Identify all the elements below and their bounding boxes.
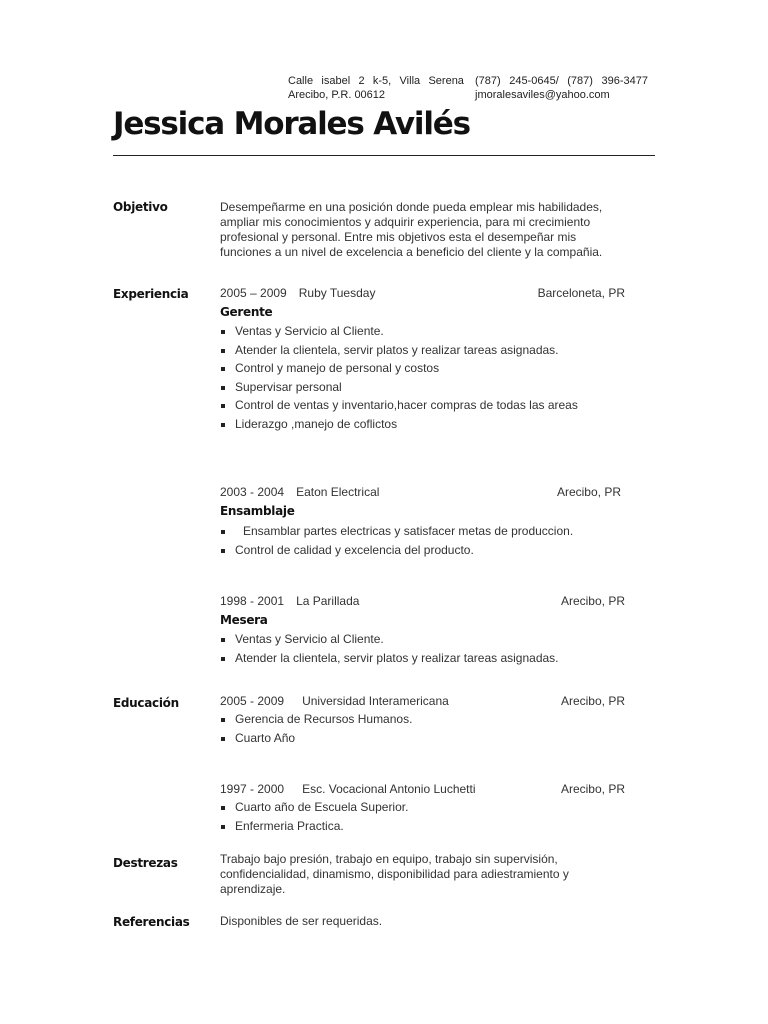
- section-label-objetivo: Objetivo: [113, 200, 168, 214]
- phone-part: 396-3477: [601, 75, 648, 87]
- address-line-2: Arecibo, P.R. 00612: [288, 89, 386, 101]
- list-item: Control y manejo de personal y costos: [220, 359, 578, 378]
- list-item: Cuarto Año: [220, 729, 412, 748]
- objetivo-line: funciones a un nivel de excelencia a beneficio del cliente y la compañia.: [220, 245, 603, 259]
- phone-part: (787): [475, 75, 501, 87]
- list-item: Atender la clientela, servir platos y realizar tareas asignadas.: [220, 649, 559, 668]
- address-word: Calle: [288, 75, 314, 87]
- list-item: Enfermeria Practica.: [220, 817, 408, 836]
- school-header: [220, 782, 625, 796]
- phone-part: 245-0645/: [509, 75, 559, 87]
- resume-name: Jessica Morales Avilés: [113, 106, 470, 142]
- job-place: Arecibo, PR: [560, 594, 625, 608]
- list-item: Control de ventas y inventario,hacer compras de todas las areas: [220, 396, 578, 415]
- objetivo-paragraph: [220, 200, 630, 260]
- section-label-educacion: Educación: [113, 696, 179, 710]
- job-header: [220, 485, 625, 499]
- list-item: Supervisar personal: [220, 378, 578, 397]
- job-header: [220, 594, 625, 608]
- list-item: Gerencia de Recursos Humanos.: [220, 710, 412, 729]
- job-years: 2005 – 2009: [220, 286, 287, 300]
- job-header: [220, 286, 625, 300]
- job-role: Gerente: [220, 305, 273, 319]
- job-place: Arecibo, PR: [556, 485, 621, 499]
- list-item: Ensamblar partes electricas y satisfacer metas de produccion.: [220, 522, 573, 541]
- destrezas-line: Trabajo bajo presión, trabajo en equipo, trabajo sin supervisión,: [220, 852, 558, 866]
- address-word: Villa: [399, 75, 421, 87]
- list-item: Control de calidad y excelencia del producto.: [220, 541, 573, 560]
- list-item: Ventas y Servicio al Cliente.: [220, 630, 559, 649]
- destrezas-line: confidencialidad, dinamismo, disponibilidad para adiestramiento y: [220, 867, 569, 881]
- referencias-text: Disponibles de ser requeridas.: [220, 914, 383, 928]
- destrezas-paragraph: [220, 852, 630, 897]
- objetivo-line: profesional y personal. Entre mis objetivos esta el desempeñar mis: [220, 230, 577, 244]
- section-label-referencias: Referencias: [113, 915, 190, 929]
- contact-block: [475, 74, 648, 102]
- school-name: Universidad Interamericana: [302, 694, 449, 708]
- job-company: La Parillada: [296, 594, 360, 608]
- job-role: Mesera: [220, 613, 268, 627]
- job-bullets: [220, 522, 573, 559]
- address-word: Serena: [428, 75, 464, 87]
- school-header: [220, 694, 625, 708]
- phone-part: (787): [567, 75, 593, 87]
- list-item: Cuarto año de Escuela Superior.: [220, 798, 408, 817]
- job-bullets: [220, 322, 578, 433]
- address-line-1: [288, 74, 464, 88]
- job-years: 2003 - 2004: [220, 485, 285, 499]
- list-item: Atender la clientela, servir platos y realizar tareas asignadas.: [220, 341, 578, 360]
- school-bullets: [220, 710, 412, 747]
- school-bullets: [220, 798, 408, 835]
- job-company: Ruby Tuesday: [298, 286, 376, 300]
- destrezas-line: aprendizaje.: [220, 882, 286, 896]
- objetivo-line: Desempeñarme en una posición donde pueda emplear mis habilidades,: [220, 200, 603, 214]
- job-place: Barceloneta, PR: [537, 286, 625, 300]
- section-label-experiencia: Experiencia: [113, 287, 189, 301]
- header-divider: [113, 155, 655, 156]
- phone-line: [475, 74, 648, 88]
- list-item: Liderazgo ,manejo de coflictos: [220, 415, 578, 434]
- address-word: k-5,: [372, 75, 392, 87]
- job-bullets: [220, 630, 559, 667]
- address-block: [288, 74, 464, 102]
- section-label-destrezas: Destrezas: [113, 856, 178, 870]
- objetivo-line: ampliar mis conocimientos y adquirir experiencia, para mi crecimiento: [220, 215, 591, 229]
- school-years: 2005 - 2009: [220, 694, 285, 708]
- address-word: isabel: [321, 75, 351, 87]
- job-years: 1998 - 2001: [220, 594, 285, 608]
- school-place: Arecibo, PR: [560, 782, 625, 796]
- school-name: Esc. Vocacional Antonio Luchetti: [302, 782, 476, 796]
- school-years: 1997 - 2000: [220, 782, 285, 796]
- email-address[interactable]: jmoralesaviles@yahoo.com: [475, 89, 610, 101]
- job-role: Ensamblaje: [220, 504, 295, 518]
- address-word: 2: [358, 75, 365, 87]
- job-company: Eaton Electrical: [296, 485, 380, 499]
- school-place: Arecibo, PR: [560, 694, 625, 708]
- list-item: Ventas y Servicio al Cliente.: [220, 322, 578, 341]
